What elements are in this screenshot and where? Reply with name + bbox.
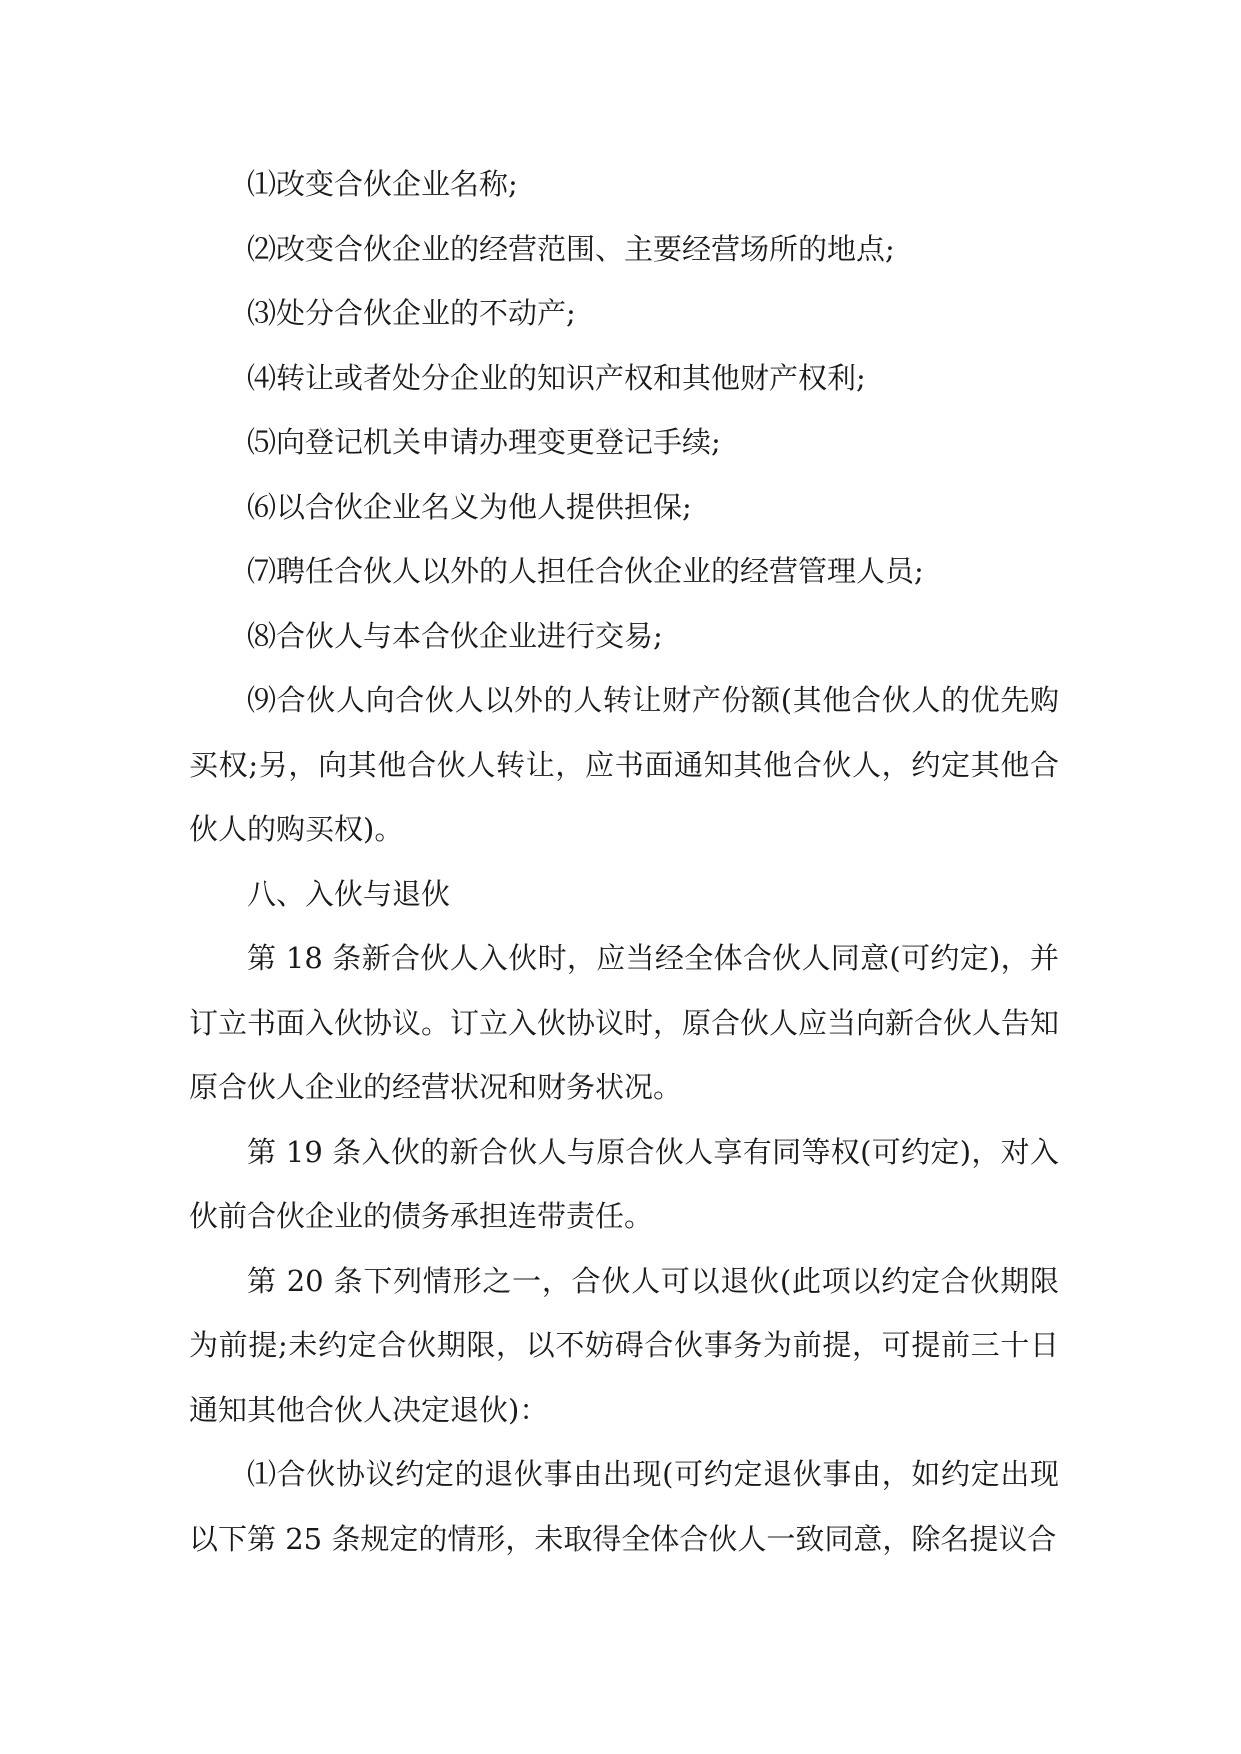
list-item-7: ⑺聘任合伙人以外的人担任合伙企业的经营管理人员; — [247, 554, 924, 588]
list-item-9: ⑼合伙人向合伙人以外的人转让财产份额(其他合伙人的优先购买权;另，向其他合伙人转让，应书面通知其他合伙人，约定其他合伙人的购买权)。 — [189, 683, 1059, 846]
article-20: 第 20 条下列情形之一，合伙人可以退伙(此项以约定合伙期限为前提;未约定合伙期限，以不妨碍合伙事务为前提，可提前三十日通知其他合伙人决定退伙)： — [189, 1263, 1059, 1427]
article-18: 第 18 条新合伙人入伙时，应当经全体合伙人同意(可约定)，并订立书面入伙协议。订立入伙协议时，原合伙人应当向新合伙人告知原合伙人企业的经营状况和财务状况。 — [189, 941, 1060, 1104]
article-20-item-1: ⑴合伙协议约定的退伙事由出现(可约定退伙事由，如约定出现以下第 25 条规定的情形，未取得全体合伙人一致同意，除名提议合 — [189, 1457, 1059, 1556]
list-item-6: ⑹以合伙企业名义为他人提供担保; — [247, 489, 692, 524]
list-item-4: ⑷转让或者处分企业的知识产权和其他财产权利; — [247, 360, 866, 395]
list-item-5: ⑸向登记机关申请办理变更登记手续; — [247, 425, 721, 459]
section-heading: 八、入伙与退伙 — [247, 876, 451, 911]
list-item-3: ⑶处分合伙企业的不动产; — [247, 296, 576, 330]
article-19: 第 19 条入伙的新合伙人与原合伙人享有同等权(可约定)，对入伙前合伙企业的债务承担连带责任。 — [189, 1134, 1059, 1233]
list-item-2: ⑵改变合伙企业的经营范围、主要经营场所的地点; — [247, 231, 895, 266]
list-item-1: ⑴改变合伙企业名称; — [247, 167, 518, 201]
document-body — [189, 152, 1059, 1571]
list-item-8: ⑻合伙人与本合伙企业进行交易; — [247, 618, 663, 653]
